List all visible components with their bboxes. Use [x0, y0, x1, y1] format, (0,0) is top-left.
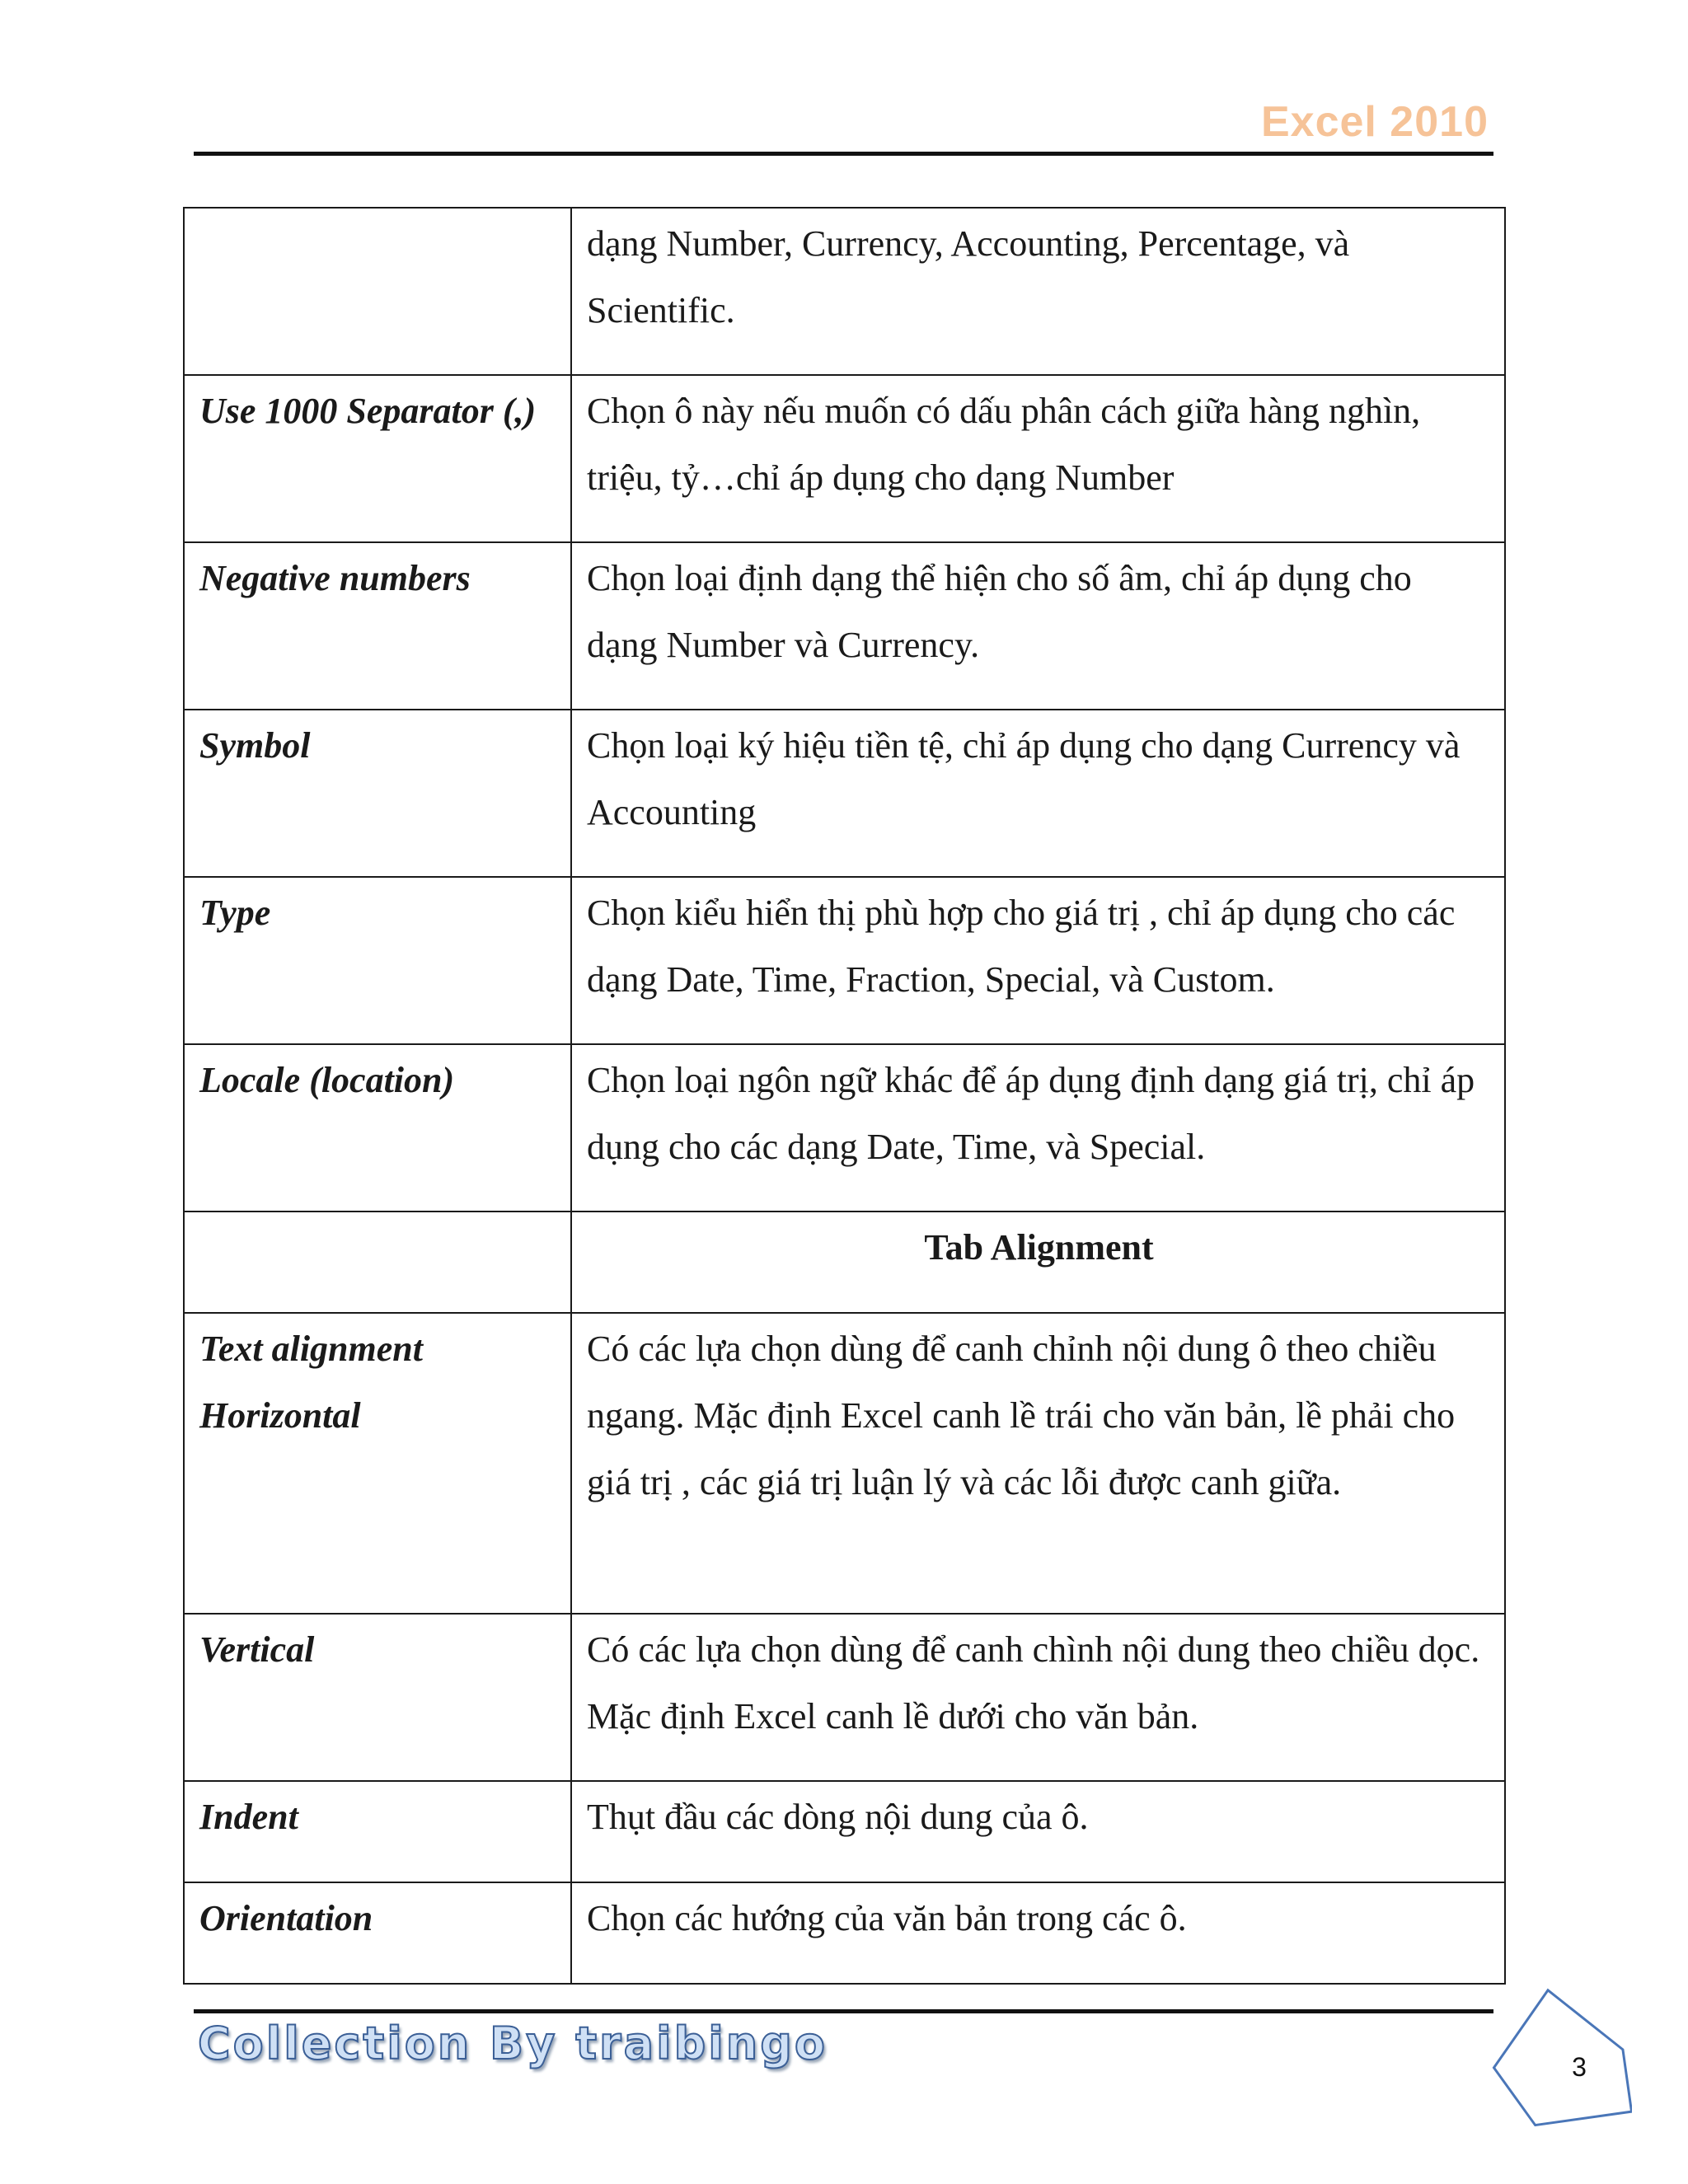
description-cell: Thụt đầu các dòng nội dung của ô. — [571, 1781, 1505, 1882]
description-cell: Có các lựa chọn dùng để canh chỉnh nội dung ô theo chiều ngang. Mặc định Excel canh lề trái cho văn bản, lề phải cho giá trị , các giá trị luận lý và các lỗi được canh giữa. — [571, 1313, 1505, 1614]
term-cell: Negative numbers — [184, 542, 571, 710]
description-cell: Chọn loại ngôn ngữ khác để áp dụng định dạng giá trị, chỉ áp dụng cho các dạng Date, Time, và Special. — [571, 1044, 1505, 1212]
format-options-table — [183, 207, 1506, 1985]
term-cell: Text alignment Horizontal — [184, 1313, 571, 1614]
term-cell: Orientation — [184, 1882, 571, 1984]
description-cell: Chọn kiểu hiển thị phù hợp cho giá trị , chỉ áp dụng cho các dạng Date, Time, Fraction, Special, và Custom. — [571, 877, 1505, 1044]
description-cell: Chọn loại định dạng thể hiện cho số âm, chỉ áp dụng cho dạng Number và Currency. — [571, 542, 1505, 710]
description-cell: Có các lựa chọn dùng để canh chình nội dung theo chiều dọc. Mặc định Excel canh lề dưới cho văn bản. — [571, 1614, 1505, 1781]
term-cell: Type — [184, 877, 571, 1044]
description-cell: Chọn các hướng của văn bản trong các ô. — [571, 1882, 1505, 1984]
term-cell — [184, 208, 571, 375]
term-cell: Use 1000 Separator (,) — [184, 375, 571, 542]
section-heading: Tab Alignment — [571, 1212, 1505, 1313]
table-row — [184, 375, 1505, 542]
page-number: 3 — [1572, 2052, 1587, 2082]
table-row — [184, 710, 1505, 877]
table-row — [184, 1882, 1505, 1984]
description-cell: Chọn ô này nếu muốn có dấu phân cách giữa hàng nghìn, triệu, tỷ…chỉ áp dụng cho dạng Number — [571, 375, 1505, 542]
table-row — [184, 542, 1505, 710]
table-row — [184, 1313, 1505, 1614]
page-number-shape — [1484, 1986, 1632, 2151]
table-row — [184, 1781, 1505, 1882]
term-cell: Symbol — [184, 710, 571, 877]
term-cell: Indent — [184, 1781, 571, 1882]
document-header-title: Excel 2010 — [1260, 98, 1489, 146]
footer-rule — [194, 2009, 1493, 2013]
description-cell: Chọn loại ký hiệu tiền tệ, chỉ áp dụng cho dạng Currency và Accounting — [571, 710, 1505, 877]
table-row — [184, 1044, 1505, 1212]
table-row — [184, 208, 1505, 375]
header-rule — [194, 152, 1493, 156]
description-cell: dạng Number, Currency, Accounting, Percentage, và Scientific. — [571, 208, 1505, 375]
table-row — [184, 877, 1505, 1044]
section-header-row — [184, 1212, 1505, 1313]
table-row — [184, 1614, 1505, 1781]
term-cell: Locale (location) — [184, 1044, 571, 1212]
term-cell — [184, 1212, 571, 1313]
footer-collection-text: Collection By traibingo — [198, 2018, 828, 2069]
term-cell: Vertical — [184, 1614, 571, 1781]
